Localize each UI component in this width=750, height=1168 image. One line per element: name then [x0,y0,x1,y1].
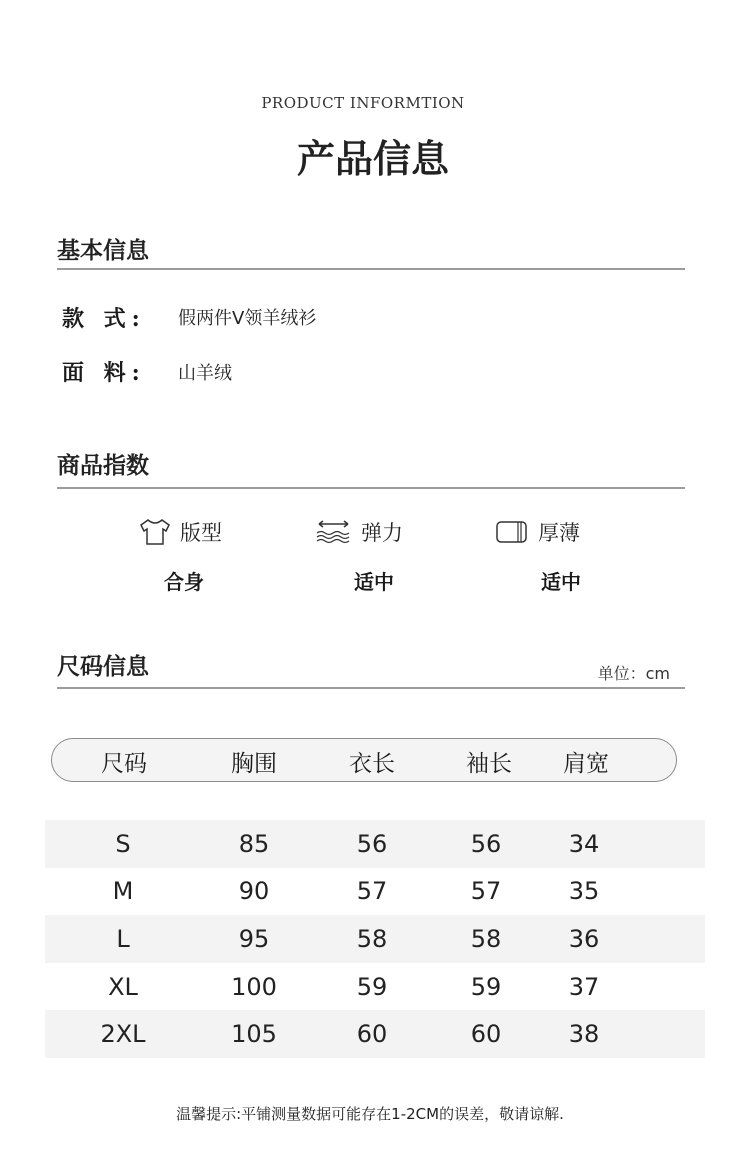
table-cell: S [115,830,131,858]
table-cell: 59 [356,973,388,1001]
size-table-header [51,738,677,782]
measurement-note: 温馨提示:平铺测量数据可能存在1-2CM的误差，敬请谅解. [176,1105,564,1123]
table-row [45,1010,705,1058]
table-cell: 60 [356,1020,388,1048]
table-cell: 38 [568,1020,600,1048]
table-cell: 100 [231,973,277,1001]
table-cell: XL [108,973,138,1001]
table-row [45,915,705,963]
unit-label: 单位：cm [597,664,670,683]
table-row [45,820,705,868]
col-length: 衣长 [349,751,395,777]
fabric-value: 山羊绒 [178,363,232,384]
table-cell: L [116,925,130,953]
table-cell: 90 [238,877,270,905]
style-label: 款 式: [62,306,146,332]
table-cell: 105 [231,1020,277,1048]
fit-index [138,517,222,547]
style-value: 假两件V领羊绒衫 [178,308,317,329]
table-cell: 57 [356,877,388,905]
elasticity-index [315,517,403,547]
fit-value: 合身 [164,570,204,594]
col-size: 尺码 [101,751,147,777]
product-index-title: 商品指数 [57,452,149,479]
fabric-thickness-icon [494,517,530,547]
table-cell: 58 [470,925,502,953]
stretch-icon [315,517,353,547]
table-cell: 95 [238,925,270,953]
product-index-divider [57,487,685,489]
table-cell: 37 [568,973,600,1001]
page-title: 产品信息 [296,136,449,181]
thickness-index [494,517,580,547]
table-cell: 56 [470,830,502,858]
table-row [45,867,705,915]
elasticity-label: 弹力 [361,521,403,545]
table-cell: M [112,877,134,905]
table-cell: 59 [470,973,502,1001]
table-cell: 58 [356,925,388,953]
size-info-title: 尺码信息 [57,653,149,680]
col-chest: 胸围 [231,751,277,777]
elasticity-value: 适中 [354,570,394,594]
table-cell: 60 [470,1020,502,1048]
table-cell: 57 [470,877,502,905]
table-row [45,963,705,1011]
table-cell: 2XL [100,1020,146,1048]
fabric-label: 面 料: [62,360,146,386]
table-cell: 56 [356,830,388,858]
thickness-value: 适中 [541,570,581,594]
size-info-divider [57,687,685,689]
basic-info-title: 基本信息 [57,237,149,264]
basic-info-divider [57,268,685,270]
table-cell: 36 [568,925,600,953]
table-cell: 85 [238,830,270,858]
fit-label: 版型 [180,521,222,545]
thickness-label: 厚薄 [538,521,580,545]
table-cell: 34 [568,830,600,858]
tshirt-icon [138,517,172,547]
col-shoulder: 肩宽 [563,751,609,777]
english-title: PRODUCT INFORMTION [261,94,465,112]
col-sleeve: 袖长 [466,751,512,777]
table-cell: 35 [568,877,600,905]
